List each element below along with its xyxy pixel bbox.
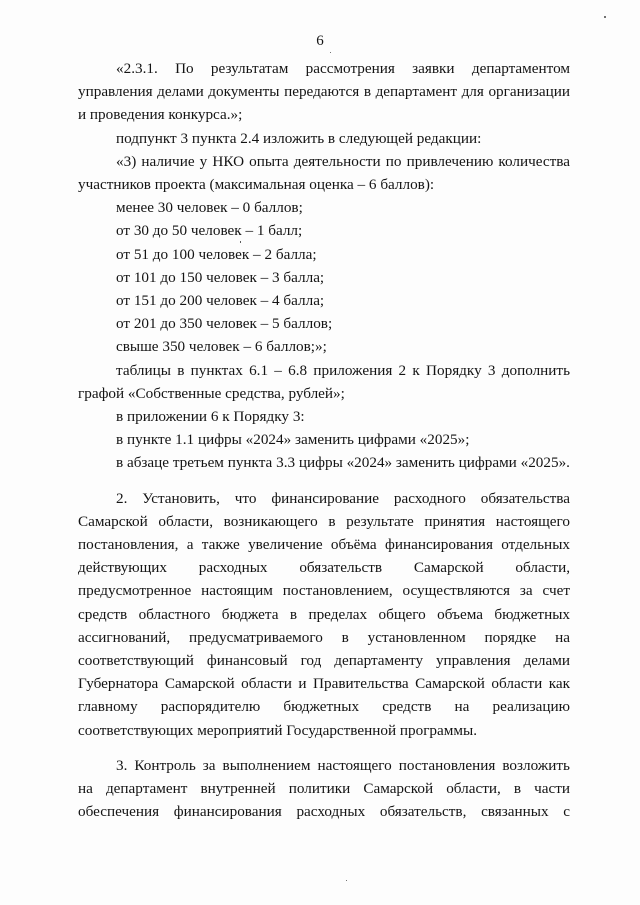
paragraph-2-3-1-line-2: управления делами документы передаются в департамент для организации xyxy=(78,83,570,101)
score-item: от 30 до 50 человек – 1 балл; xyxy=(116,222,303,240)
scan-speck xyxy=(330,52,331,53)
score-item: от 51 до 100 человек – 2 балла; xyxy=(116,245,317,263)
score-item: менее 30 человек – 0 баллов; xyxy=(116,199,303,217)
scan-speck xyxy=(604,16,606,18)
score-item: от 151 до 200 человек – 4 балла; xyxy=(116,292,325,310)
score-item: от 101 до 150 человек – 3 балла; xyxy=(116,268,325,286)
paragraph-appendix-6: в приложении 6 к Порядку 3: xyxy=(116,408,305,426)
section-2-line: соответствующий финансовый год департаменту управления делами xyxy=(78,652,570,670)
scan-speck xyxy=(240,241,241,243)
page-number: 6 xyxy=(316,33,324,49)
paragraph-2-3-1-line-1: «2.3.1. По результатам рассмотрения заявки департаментом xyxy=(116,60,570,77)
section-3-line: обеспечения финансирования расходных обязательств, связанных с xyxy=(78,803,570,821)
section-2-line: предусмотренное настоящим постановлением, осуществляются за счет xyxy=(78,582,570,600)
section-2-line: постановления, а также увеличение объёма финансирования отдельных xyxy=(78,536,570,554)
paragraph-point-3-3: в абзаце третьем пункта 3.3 цифры «2024» заменить цифрами «2025». xyxy=(116,454,570,472)
section-2-line: Самарской области, возникающего в результате принятия настоящего xyxy=(78,512,570,530)
paragraph-criterion-3-line-2: участников проекта (максимальная оценка – 6 баллов): xyxy=(78,176,435,194)
section-2-line: действующих расходных обязательств Самарской области, xyxy=(78,559,570,577)
score-item: от 201 до 350 человек – 5 баллов; xyxy=(116,315,333,333)
section-3-line: 3. Контроль за выполнением настоящего постановления возложить xyxy=(116,756,570,774)
section-2-line: ассигнований, предусматриваемого в установленном порядке на xyxy=(78,628,570,646)
section-2-line: главному распорядителю бюджетных средств на реализацию xyxy=(78,698,570,716)
paragraph-tables-line-1: таблицы в пунктах 6.1 – 6.8 приложения 2 к Порядку 3 дополнить xyxy=(116,361,570,379)
section-2-line: Губернатора Самарской области и Правительства Самарской области как xyxy=(78,675,570,693)
paragraph-subpoint-3-intro: подпункт 3 пункта 2.4 изложить в следующей редакции: xyxy=(116,129,482,147)
section-3 xyxy=(78,754,570,824)
score-item: свыше 350 человек – 6 баллов;»; xyxy=(116,338,327,356)
section-2-line: 2. Установить, что финансирование расходного обязательства xyxy=(116,489,570,507)
section-3-line: на департамент внутренней политики Самарской области, в части xyxy=(78,780,570,798)
paragraph-point-1-1: в пункте 1.1 цифры «2024» заменить цифрами «2025»; xyxy=(116,431,470,449)
paragraph-criterion-3-line-1: «3) наличие у НКО опыта деятельности по привлечению количества xyxy=(116,152,570,170)
paragraph-2-3-1-line-3: и проведения конкурса.»; xyxy=(78,106,243,124)
scan-speck xyxy=(346,880,347,881)
document-body xyxy=(78,57,570,824)
section-2 xyxy=(78,487,570,742)
section-2-line: средств областного бюджета в пределах общего объема бюджетных xyxy=(78,605,570,623)
paragraph-tables-line-2: графой «Собственные средства, рублей»; xyxy=(78,384,345,402)
section-2-line: соответствующих мероприятий Государственной программы. xyxy=(78,721,477,739)
